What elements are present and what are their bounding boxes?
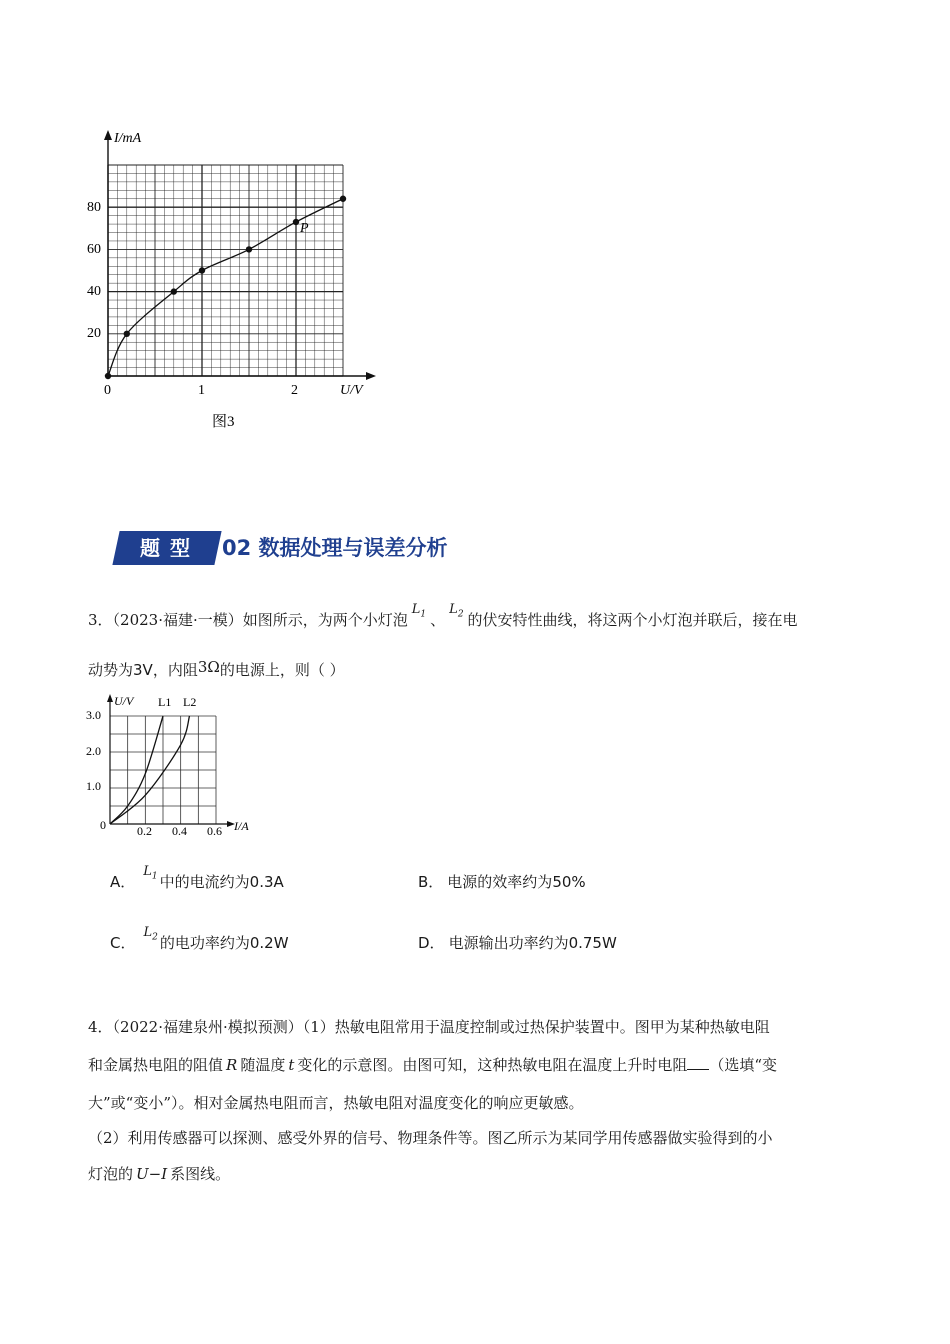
fig3-chart — [80, 120, 400, 440]
q3-y-axis-label: U/V — [114, 694, 134, 708]
fig3-origin-label: 0 — [104, 383, 111, 398]
q3-option-d-label: D． — [418, 934, 445, 952]
fig3-data-point — [171, 288, 177, 294]
q3-option-a-label: A． — [110, 873, 136, 891]
fig3-data-point — [124, 331, 130, 337]
q3-option-a-text: 中的电流约为 — [159, 873, 250, 891]
q3-x-tick-0.6: 0.6 — [207, 824, 222, 838]
q3-y-tick-1.0: 1.0 — [86, 779, 101, 793]
q3-text-1b: 的伏安特性曲线，将这两个小灯泡并联后，接在电 — [467, 611, 798, 629]
q4-symbol-ui: U−I — [136, 1165, 168, 1183]
section-banner — [116, 531, 448, 565]
q3-option-a-l1-symbol: $L_1$ — [143, 864, 158, 882]
q3-series-l2-label: L2 — [183, 695, 197, 709]
fig3-data-point — [293, 219, 299, 225]
fig3-data-point — [246, 246, 252, 252]
q4-text-5a: 灯泡的 — [88, 1165, 134, 1183]
fig3-point-p-label: P — [300, 221, 309, 236]
fig3-curve — [105, 196, 346, 380]
q3-option-c-l2-symbol: $L_2$ — [143, 925, 158, 943]
q4-answer-blank[interactable] — [687, 1055, 709, 1070]
q3-resistance-value: 3Ω — [197, 658, 220, 676]
q4-text-5b: 系图线。 — [170, 1165, 231, 1183]
q3-option-c-label: C． — [110, 934, 136, 952]
q3-text-2b: ，内阻 — [152, 661, 198, 679]
fig3-y-tick-80: 80 — [87, 200, 101, 215]
q3-option-c-value: 0.2W — [249, 934, 289, 952]
q4-text-2d: （选填“变 — [709, 1056, 778, 1074]
fig3-y-tick-20: 20 — [87, 326, 101, 341]
fig3-x-axis-arrow — [366, 372, 376, 380]
q3-ui-chart — [82, 688, 262, 840]
q4-number: 4． — [88, 1018, 113, 1036]
fig3-x-tick-1: 1 — [198, 383, 205, 398]
fig3-y-axis-label: I/mA — [114, 131, 142, 146]
q3-source: （2023·福建·一模） — [112, 611, 243, 629]
fig3-axes — [104, 130, 376, 380]
q4-line2 — [88, 1055, 777, 1075]
q4-text-1: （1）热敏电阻常用于温度控制或过热保护装置中。图甲为某种热敏电阻 — [302, 1018, 770, 1036]
q3-text-2c: 的电源上，则（ ） — [219, 661, 345, 679]
q4-text-3: 大”或“变小”）。相对金属热电阻而言，热敏电阻对温度变化的响应更敏感。 — [88, 1094, 584, 1112]
q3-option-b[interactable] — [418, 872, 586, 892]
q4-symbol-r: R — [226, 1056, 238, 1074]
q3-series-l1-label: L1 — [158, 695, 172, 709]
q3-text-1a: 如图所示，为两个小灯泡 — [242, 611, 408, 629]
q3-emf-value: 3V — [133, 661, 153, 679]
q3-y-tick-3.0: 3.0 — [86, 708, 101, 722]
q3-number: 3． — [88, 611, 113, 629]
q4-text-2a: 和金属热电阻的阻值 — [88, 1056, 224, 1074]
fig3-y-axis-arrow — [104, 130, 112, 140]
q3-origin-label: 0 — [100, 818, 106, 832]
fig3-y-tick-40: 40 — [87, 284, 101, 299]
fig3-data-point — [105, 373, 111, 379]
q3-x-tick-0.4: 0.4 — [172, 824, 187, 838]
fig3-data-point — [340, 196, 346, 202]
q3-option-a[interactable] — [110, 864, 284, 899]
q3-x-axis-label: I/A — [234, 819, 249, 833]
q3-y-axis-arrow — [107, 694, 113, 702]
q3-line1 — [88, 602, 798, 637]
q4-source: （2022·福建泉州·模拟预测） — [112, 1018, 303, 1036]
fig3-data-point — [199, 267, 205, 273]
q3-option-d-value: 0.75W — [568, 934, 617, 952]
fig3-y-tick-60: 60 — [87, 242, 101, 257]
q3-l2-symbol: $L_2$ — [449, 602, 464, 620]
section-badge: 题型 — [112, 531, 221, 565]
q3-x-tick-0.2: 0.2 — [137, 824, 152, 838]
q4-text-2b: 随温度 — [240, 1056, 286, 1074]
fig3-caption: 图3 — [212, 414, 235, 430]
q4-text-4: （2）利用传感器可以探测、感受外界的信号、物理条件等。图乙所示为某同学用传感器做实验得到的小 — [88, 1129, 773, 1147]
q3-y-tick-2.0: 2.0 — [86, 744, 101, 758]
q4-line1 — [88, 1017, 770, 1037]
q3-option-b-label: B． — [418, 873, 444, 891]
q4-line5 — [88, 1164, 230, 1184]
q3-separator: 、 — [430, 611, 446, 629]
q3-option-b-text: 电源的效率约为 — [447, 873, 553, 891]
q4-text-2c: 变化的示意图。由图可知，这种热敏电阻在温度上升时电阻 — [297, 1056, 688, 1074]
q4-symbol-t: t — [288, 1056, 295, 1074]
q3-option-d-text: 电源输出功率约为 — [448, 934, 569, 952]
q3-line2 — [88, 660, 345, 680]
q4-line3 — [88, 1093, 584, 1113]
q3-option-a-value: 0.3A — [249, 873, 284, 891]
q4-line4 — [88, 1128, 773, 1148]
q3-option-b-value: 50% — [552, 873, 586, 891]
section-title: 02 数据处理与误差分析 — [222, 536, 448, 560]
q3-option-c[interactable] — [110, 925, 289, 960]
fig3-x-axis-label: U/V — [340, 383, 363, 398]
q3-text-2a: 动势为 — [88, 661, 134, 679]
q3-option-d[interactable] — [418, 933, 617, 953]
q3-option-c-text: 的电功率约为 — [159, 934, 250, 952]
fig3-x-tick-2: 2 — [291, 383, 298, 398]
q3-l1-symbol: $L_1$ — [411, 602, 427, 620]
fig3-grid — [108, 165, 343, 376]
